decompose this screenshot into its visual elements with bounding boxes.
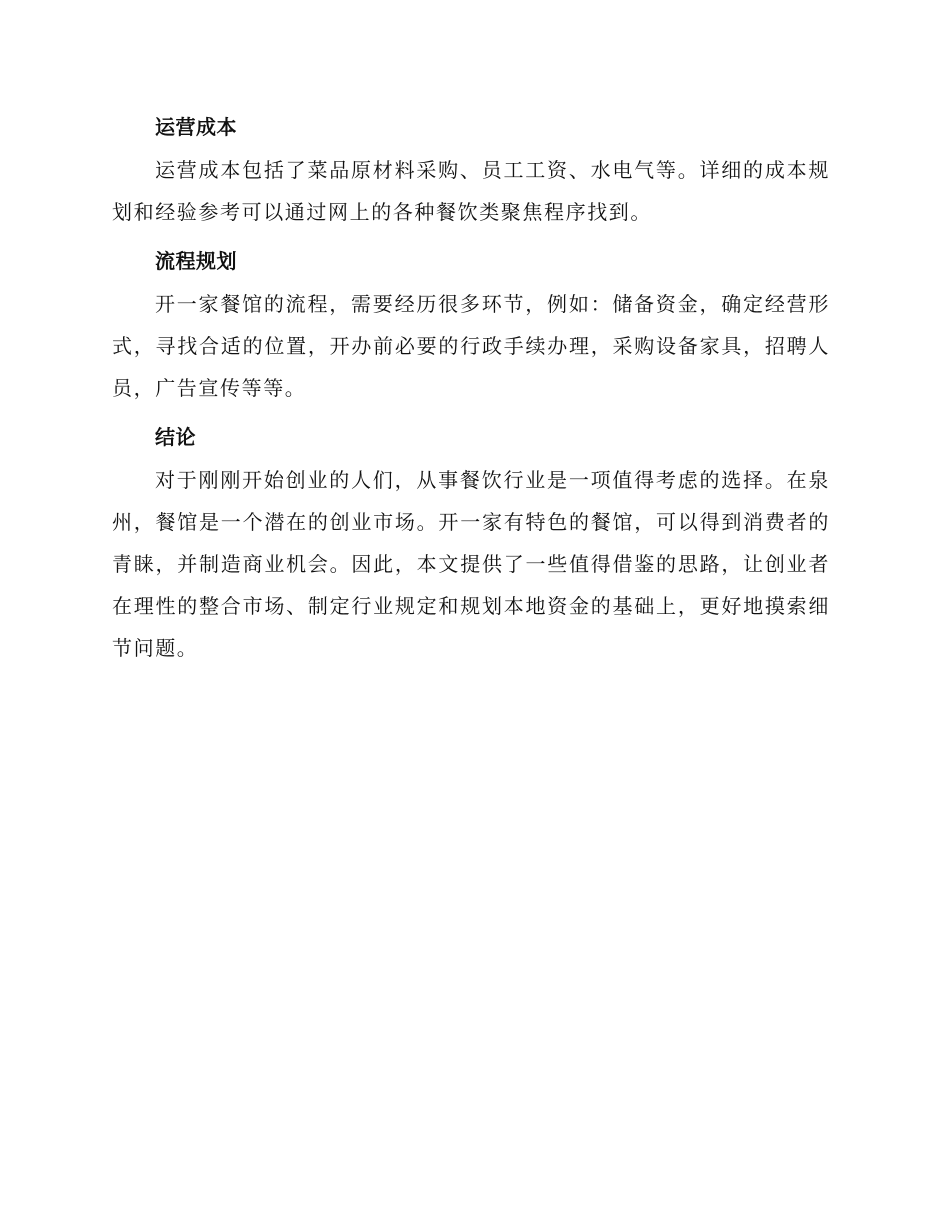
section-heading: 流程规划 (155, 249, 237, 273)
section-process-planning (112, 239, 830, 409)
section-paragraph: 运营成本包括了菜品原材料采购、员工工资、水电气等。详细的成本规划和经验参考可以通过网上的各种餐饮类聚焦程序找到。 (112, 158, 830, 224)
section-heading: 结论 (155, 425, 196, 449)
document-body (112, 105, 830, 675)
section-paragraph: 开一家餐馆的流程，需要经历很多环节，例如：储备资金，确定经营形式，寻找合适的位置，开办前必要的行政手续办理，采购设备家具，招聘人员，广告宣传等等。 (112, 292, 830, 400)
section-operating-costs (112, 105, 830, 233)
section-conclusion (112, 415, 830, 669)
section-paragraph: 对于刚刚开始创业的人们，从事餐饮行业是一项值得考虑的选择。在泉州，餐馆是一个潜在的创业市场。开一家有特色的餐馆，可以得到消费者的青睐，并制造商业机会。因此，本文提供了一些值得借鉴的思路，让创业者在理性的整合市场、制定行业规定和规划本地资金的基础上，更好地摸索细节问题。 (112, 468, 830, 660)
section-heading: 运营成本 (155, 115, 237, 139)
